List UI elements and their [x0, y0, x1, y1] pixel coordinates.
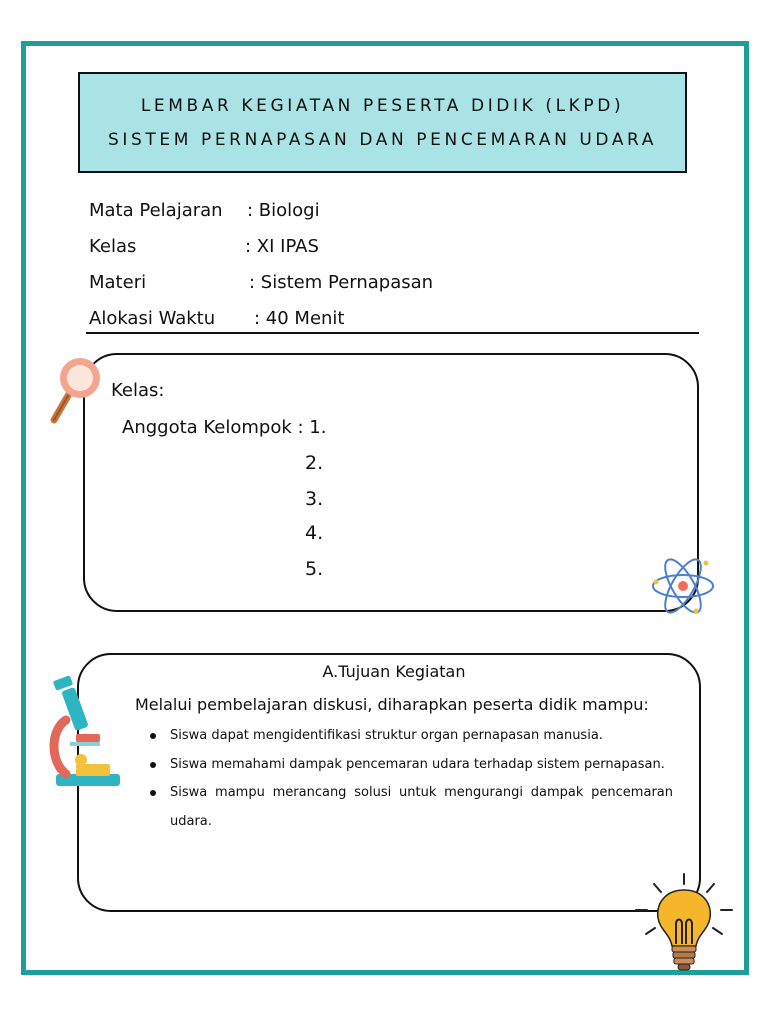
- title-line-1: LEMBAR KEGIATAN PESERTA DIDIK (LKPD): [140, 95, 625, 116]
- objectives-intro: Melalui pembelajaran diskusi, diharapkan peserta didik mampu:: [135, 695, 649, 714]
- info-value: : 40 Menit: [254, 308, 345, 329]
- objectives-title: A.Tujuan Kegiatan: [322, 662, 466, 681]
- group-class-label: Kelas:: [111, 380, 165, 401]
- info-value: : Sistem Pernapasan: [249, 272, 434, 293]
- title-line-2: SISTEM PERNAPASAN DAN PENCEMARAN UDARA: [107, 129, 658, 150]
- list-item: Siswa dapat mengidentifikasi struktur organ pernapasan manusia.: [148, 722, 673, 751]
- list-item: Siswa memahami dampak pencemaran udara terhadap sistem pernapasan.: [148, 751, 673, 780]
- member-number: 2.: [305, 452, 324, 474]
- group-members-label: Anggota Kelompok : 1.: [122, 417, 327, 438]
- member-number: 4.: [305, 522, 324, 544]
- group-card: [83, 353, 699, 612]
- info-label: Kelas: [89, 236, 137, 257]
- atom-icon: [648, 555, 718, 617]
- title-box: [78, 72, 687, 173]
- lightbulb-icon: [634, 872, 734, 976]
- info-label: Mata Pelajaran: [89, 200, 223, 221]
- member-number: 5.: [305, 558, 324, 580]
- member-number: 3.: [305, 488, 324, 510]
- info-value: : XI IPAS: [245, 236, 319, 257]
- list-item: Siswa mampu merancang solusi untuk mengurangi dampak pencemaran udara.: [148, 779, 673, 836]
- divider: [86, 332, 699, 334]
- objectives-list: [148, 722, 673, 836]
- microscope-icon: [46, 674, 126, 790]
- info-value: : Biologi: [247, 200, 320, 221]
- info-label: Alokasi Waktu: [89, 308, 216, 329]
- info-label: Materi: [89, 272, 147, 293]
- magnifier-icon: [44, 356, 108, 428]
